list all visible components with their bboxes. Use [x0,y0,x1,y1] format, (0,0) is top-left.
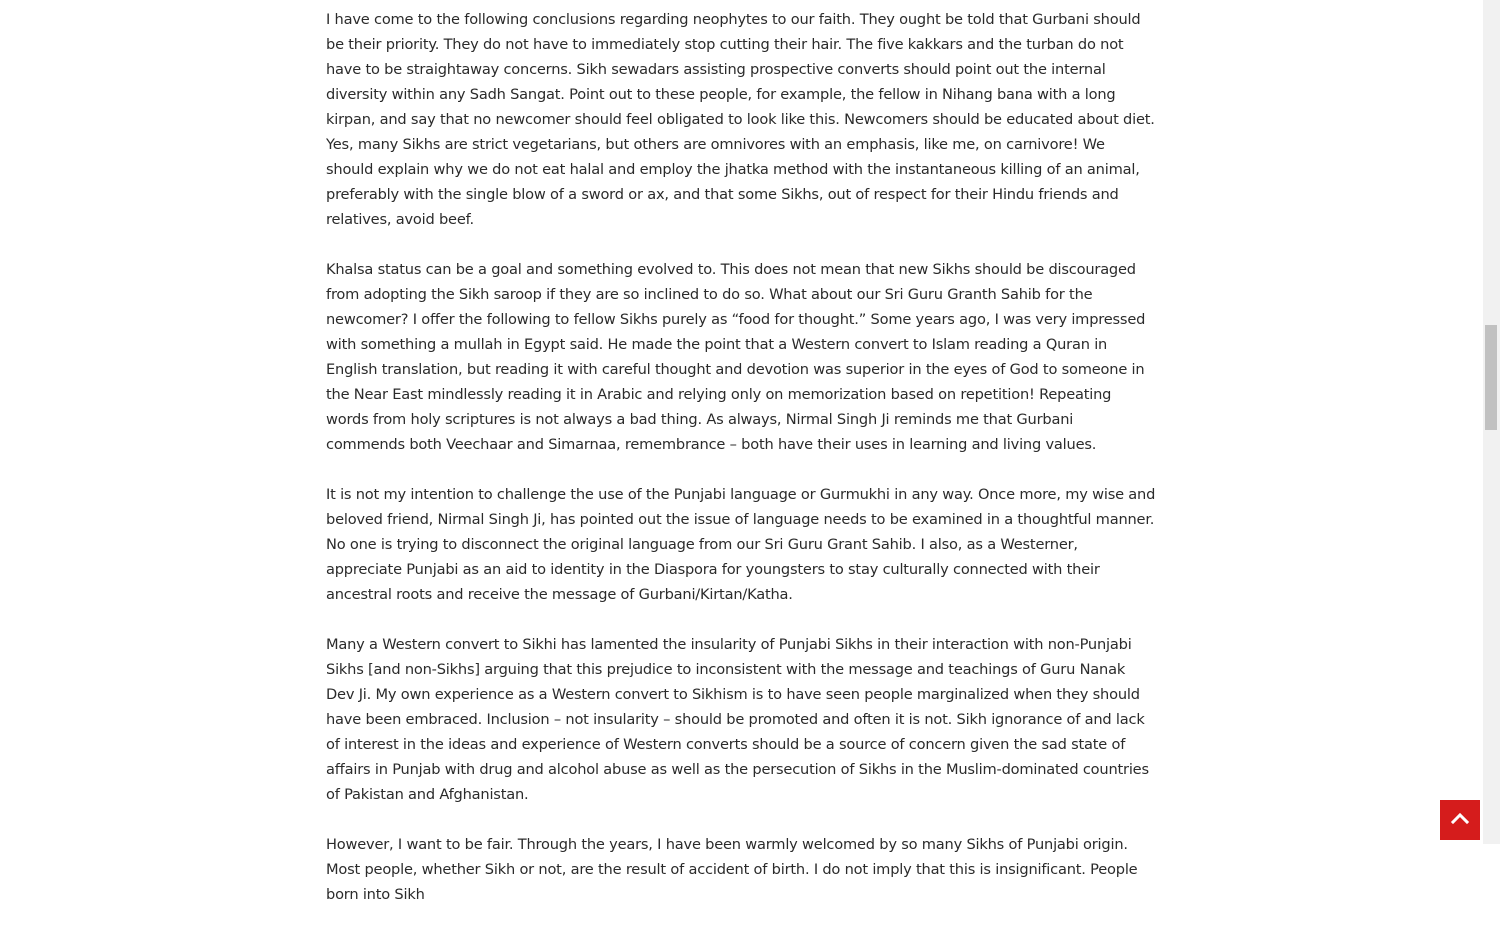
scroll-to-top-button[interactable] [1440,800,1480,840]
article-paragraph-1: I have come to the following conclusions regarding neophytes to our faith. They ought be told that Gurbani should be their priority. They do not have to immediately stop cutting their hair. The five kakkars and the turban do not have to be straightaway concerns. Sikh sewadars assisting prospective converts should point out the internal diversity within any Sadh Sangat. Point out to these people, for example, the fellow in Nihang bana with a long kirpan, and say that no newcomer should feel obligated to look like this. Newcomers should be educated about diet. Yes, many Sikhs are strict vegetarians, but others are omnivores with an emphasis, like me, on carnivore! We should explain why we do not eat halal and employ the jhatka method with the instantaneous killing of an animal, preferably with the single blow of a sword or ax, and that some Sikhs, out of respect for their Hindu friends and relatives, avoid beef. [326,11,1155,228]
article-paragraph-4: Many a Western convert to Sikhi has lamented the insularity of Punjabi Sikhs in their interaction with non-Punjabi Sikhs [and non-Sikhs] arguing that this prejudice to inconsistent with the message and teachings of Guru Nanak Dev Ji. My own experience as a Western convert to Sikhism is to have seen people marginalized when they should have been embraced. Inclusion – not insularity – should be promoted and often it is not. Sikh ignorance of and lack of interest in the ideas and experience of Western converts should be a source of concern given the sad state of affairs in Punjab with drug and alcohol abuse as well as the persecution of Sikhs in the Muslim-dominated countries of Pakistan and Afghanistan. [326,636,1149,803]
vertical-scrollbar[interactable] [1483,0,1500,844]
scrollbar-thumb[interactable] [1485,325,1497,430]
article-paragraph-3: It is not my intention to challenge the use of the Punjabi language or Gurmukhi in any way. Once more, my wise and beloved friend, Nirmal Singh Ji, has pointed out the issue of language needs to be examined in a thoughtful manner. No one is trying to disconnect the original language from our Sri Guru Grant Sahib. I also, as a Westerner, appreciate Punjabi as an aid to identity in the Diaspora for youngsters to stay culturally connected with their ancestral roots and receive the message of Gurbani/Kirtan/Katha. [326,486,1156,603]
article-paragraph-2: Khalsa status can be a goal and something evolved to. This does not mean that new Sikhs should be discouraged from adopting the Sikh saroop if they are so inclined to do so. What about our Sri Guru Granth Sahib for the newcomer? I offer the following to fellow Sikhs purely as “food for thought.” Some years ago, I was very impressed with something a mullah in Egypt said. He made the point that a Western convert to Islam reading a Quran in English translation, but reading it with careful thought and devotion was superior in the eyes of God to someone in the Near East mindlessly reading it in Arabic and relying only on memorization based on repetition! Repeating words from holy scriptures is not always a bad thing. As always, Nirmal Singh Ji reminds me that Gurbani commends both Veechaar and Simarnaa, remembrance – both have their uses in learning and living values. [326,261,1146,453]
chevron-up-icon [1451,811,1469,829]
article-body [326,7,1156,932]
article-paragraph-5: However, I want to be fair. Through the years, I have been warmly welcomed by so many Sikhs of Punjabi origin. Most people, whether Sikh or not, are the result of accident of birth. I do not imply that this is insignificant. People born into Sikh [326,836,1138,903]
